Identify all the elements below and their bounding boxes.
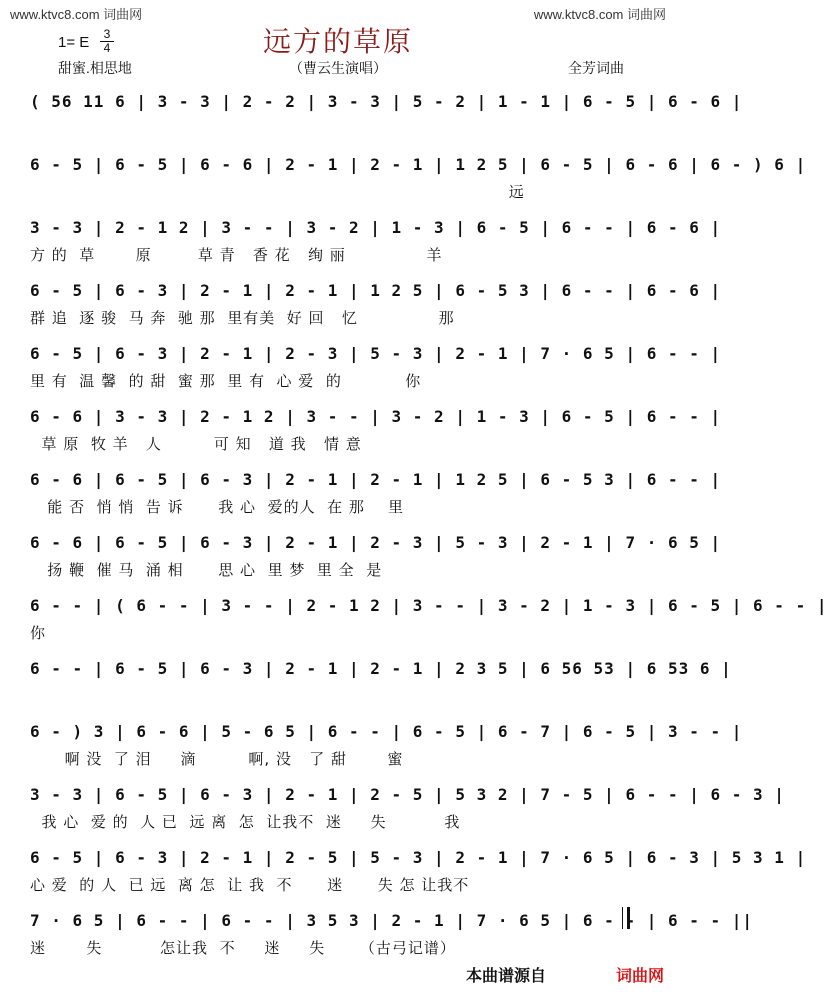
notation-line: 6 - 6 | 6 - 5 | 6 - 3 | 2 - 1 | 2 - 3 | 5 - 3 | 2 - 1 | 7 · 6 5 | [30, 533, 722, 552]
lyric-line: 方 的 草 原 草 青 香 花 绚 丽 羊 [30, 246, 443, 264]
song-title: 远方的草原 [262, 25, 413, 58]
notation-line: 6 - ) 3 | 6 - 6 | 5 - 6 5 | 6 - - | 6 - 5 | 6 - 7 | 6 - 5 | 3 - - | [30, 722, 743, 741]
lyric-line: 群 追 逐 骏 马 奔 驰 那 里有美 好 回 忆 那 [30, 309, 455, 327]
lyric-line: 心 爱 的 人 已 远 离 怎 让 我 不 迷 失 怎 让我不 [30, 876, 470, 894]
notation-line: 6 - - | ( 6 - - | 3 - - | 2 - 1 2 | 3 - - | 3 - 2 | 1 - 3 | 6 - 5 | 6 - - | [30, 596, 827, 615]
notation-line: 6 - 5 | 6 - 3 | 2 - 1 | 2 - 3 | 5 - 3 | 2 - 1 | 7 · 6 5 | 6 - - | [30, 344, 722, 363]
credit-text: 全芳词曲 [568, 60, 624, 76]
notation-line: 6 - 5 | 6 - 5 | 6 - 6 | 2 - 1 | 2 - 1 | 1 2 5 | 6 - 5 | 6 - 6 | 6 - ) 6 | [30, 155, 807, 174]
lyric-line: 迷 失 怎让我 不 迷 失 （古弓记谱） [30, 939, 456, 957]
notation-line: 6 - 6 | 6 - 5 | 6 - 3 | 2 - 1 | 2 - 1 | 1 2 5 | 6 - 5 3 | 6 - - | [30, 470, 722, 489]
notation-line: 6 - 6 | 3 - 3 | 2 - 1 2 | 3 - - | 3 - 2 | 1 - 3 | 6 - 5 | 6 - - | [30, 407, 722, 426]
notation-line: ( 56 11 6 | 3 - 3 | 2 - 2 | 3 - 3 | 5 - 2 | 1 - 1 | 6 - 5 | 6 - 6 | [30, 92, 743, 111]
lyric-line: 扬 鞭 催 马 涌 相 思 心 里 梦 里 全 是 [30, 561, 383, 579]
watermark-left: www.ktvc8.com 词曲网 [10, 7, 143, 22]
notation-line: 3 - 3 | 2 - 1 2 | 3 - - | 3 - 2 | 1 - 3 | 6 - 5 | 6 - - | 6 - 6 | [30, 218, 722, 237]
origin-text: 甜蜜.相思地 [58, 60, 132, 76]
lyric-line: 你 [30, 624, 47, 642]
lyric-line: 我 心 爱 的 人 已 远 离 怎 让我不 迷 失 我 [30, 813, 461, 831]
lyric-line: 里 有 温 馨 的 甜 蜜 那 里 有 心 爱 的 你 [30, 372, 422, 390]
notation-line: 6 - 5 | 6 - 3 | 2 - 1 | 2 - 5 | 5 - 3 | 2 - 1 | 7 · 6 5 | 6 - 3 | 5 3 1 | [30, 848, 807, 867]
time-signature [100, 28, 114, 55]
source-note: 本曲谱源自 [466, 968, 547, 985]
lyric-line: 草 原 牧 羊 人 可 知 道 我 情 意 [30, 435, 362, 453]
time-top: 3 [103, 27, 111, 41]
key-signature: 1= E [58, 34, 90, 51]
time-bottom: 4 [103, 41, 111, 55]
notation-line: 7 · 6 5 | 6 - - | 6 - - | 3 5 3 | 2 - 1 | 7 · 6 5 | 6 - - | 6 - - || [30, 911, 754, 930]
notation-line: 6 - 5 | 6 - 3 | 2 - 1 | 2 - 1 | 1 2 5 | 6 - 5 3 | 6 - - | 6 - 6 | [30, 281, 722, 300]
lyric-line: 能 否 悄 悄 告 诉 我 心 爱的人 在 那 里 [30, 498, 404, 516]
singer-text: （曹云生演唱） [289, 60, 387, 76]
final-barline [622, 907, 630, 929]
watermark-right: www.ktvc8.com 词曲网 [533, 7, 666, 22]
lyric-line: 远 [30, 183, 525, 201]
notation-line: 3 - 3 | 6 - 5 | 6 - 3 | 2 - 1 | 2 - 5 | 5 3 2 | 7 - 5 | 6 - - | 6 - 3 | [30, 785, 785, 804]
notation-line: 6 - - | 6 - 5 | 6 - 3 | 2 - 1 | 2 - 1 | 2 3 5 | 6 56 53 | 6 53 6 | [30, 659, 732, 678]
brand-text: 词曲网 [615, 968, 664, 985]
lyric-line: 啊 没 了 泪 滴 啊, 没 了 甜 蜜 [30, 750, 404, 768]
